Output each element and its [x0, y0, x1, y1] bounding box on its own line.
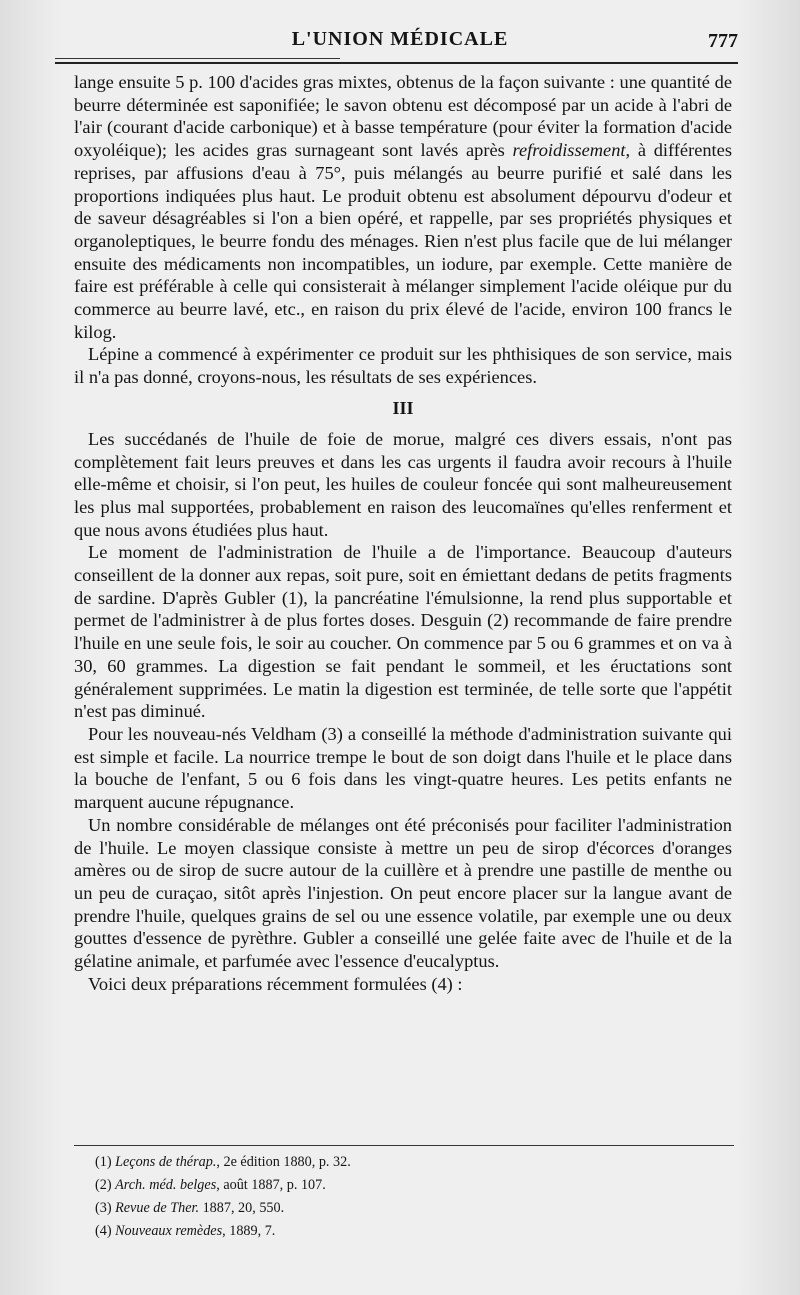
footnotes-rule	[74, 1145, 734, 1146]
page-header	[62, 22, 738, 56]
paragraph: Voici deux préparations récemment formulées (4) :	[88, 973, 463, 994]
paragraph: Les succédanés de l'huile de foie de morue, malgré ces divers essais, n'ont pas complètement fait leurs preuves et dans les cas urgents il faudra avoir recours à l'huile elle-même et choisir, si l'on peut, les huiles de couleur foncée qui sont malheureusement les plus mal supportées, probablement en raison des leucomaïnes qu'elles renferment et que nous avons étudiées plus haut.	[74, 428, 732, 540]
footnote-marker: (4)	[95, 1223, 112, 1239]
footnote-marker: (3)	[95, 1200, 112, 1216]
emphasis: refroidissement	[512, 140, 626, 161]
section-heading: III	[392, 397, 414, 418]
body-text	[74, 71, 732, 995]
footnote-source: Leçons de thérap.	[115, 1154, 217, 1170]
section-gap	[74, 420, 732, 428]
footnote-marker: (1)	[95, 1154, 112, 1170]
footnote	[95, 1220, 735, 1243]
footnote-detail: , 1889, 7.	[222, 1223, 276, 1239]
header-rule	[55, 62, 738, 64]
footnote-source: Arch. méd. belges	[115, 1177, 217, 1193]
paragraph: Le moment de l'administration de l'huile a de l'importance. Beaucoup d'auteurs conseillent de la donner aux repas, soit pure, soit en émiettant dedans de petits fragments de sardine. D'après Gubler (1), la pancréatine l'émulsionne, la rend plus supportable et permet de l'administrer à de plus fortes doses. Desguin (2) recommande de faire prendre l'huile en une seule fois, le soir au coucher. On commence par 5 ou 6 grammes et on va à 30, 60 grammes. La digestion se fait pendant le sommeil, et les éructations sont généralement supprimées. Le matin la digestion est terminée, de telle sorte que l'appétit n'est pas diminué.	[74, 542, 732, 722]
header-rule-short	[55, 58, 340, 59]
footnote-detail: 1887, 20, 550.	[199, 1200, 285, 1216]
footnote	[95, 1174, 735, 1197]
section-gap	[74, 389, 732, 397]
footnote	[95, 1151, 735, 1174]
page-number: 777	[708, 30, 738, 52]
paragraph: lange ensuite 5 p. 100 d'acides gras mixtes, obtenus de la façon suivante : une quantité de beurre déterminée est saponifiée; le savon obtenu est décomposé par un acide à l'abri de l'air (courant d'acide carbonique) et à basse température (pour éviter la formation d'acide oxyoléique); les acides gras surnageant sont lavés après refroidissement, à différentes reprises, par affusions d'eau à 75°, puis mélangés au beurre purifié et salé dans les proportions indiquées plus haut. Le produit obtenu est absolument dépourvu d'odeur et de saveur désagréables si l'on a bien opéré, et rappelle, par ses propriétés physiques et organoleptiques, le beurre fondu des ménages. Rien n'est plus facile que de lui mélanger ensuite des médicaments non incompatibles, un iodure, par exemple. Cette manière de faire est préférable à celle qui consisterait à mélanger simplement l'acide oléique pur du commerce au beurre lavé, etc., en raison du prix élevé de l'acide, environ 100 francs le kilog.	[74, 72, 732, 342]
footnote-source: Revue de Ther.	[115, 1200, 200, 1216]
paragraph: Pour les nouveau-nés Veldham (3) a conseillé la méthode d'administration suivante qui est simple et facile. La nourrice trempe le bout de son doigt dans l'huile et le place dans la bouche de l'enfant, 5 ou 6 fois dans les vingt-quatre heures. Les petits enfants ne marquent aucune répugnance.	[74, 723, 732, 813]
footnote-marker: (2)	[95, 1177, 112, 1193]
footnote	[95, 1197, 735, 1220]
running-title: L'UNION MÉDICALE	[291, 28, 509, 50]
footnote-detail: , 2e édition 1880, p. 32.	[216, 1154, 351, 1170]
footnotes	[95, 1151, 735, 1243]
paragraph: Un nombre considérable de mélanges ont été préconisés pour faciliter l'administration de l'huile. Le moyen classique consiste à mettre un peu de sirop d'écorces d'oranges amères ou de sirop de sucre autour de la cuillère et à prendre une pastille de menthe ou un peu de curaçao, sitôt après l'injestion. On peut encore placer sur la langue avant de prendre l'huile, quelques grains de sel ou une essence volatile, par exemple une ou deux gouttes d'essence de pyrèthre. Gubler a conseillé une gelée faite avec de l'huile et de la gélatine animale, et parfumée avec l'essence d'eucalyptus.	[74, 814, 732, 972]
footnote-detail: , août 1887, p. 107.	[216, 1177, 326, 1193]
paragraph: Lépine a commencé à expérimenter ce produit sur les phthisiques de son service, mais il n'a pas donné, croyons-nous, les résultats de ses expériences.	[74, 344, 732, 388]
footnote-source: Nouveaux remèdes	[115, 1223, 223, 1239]
